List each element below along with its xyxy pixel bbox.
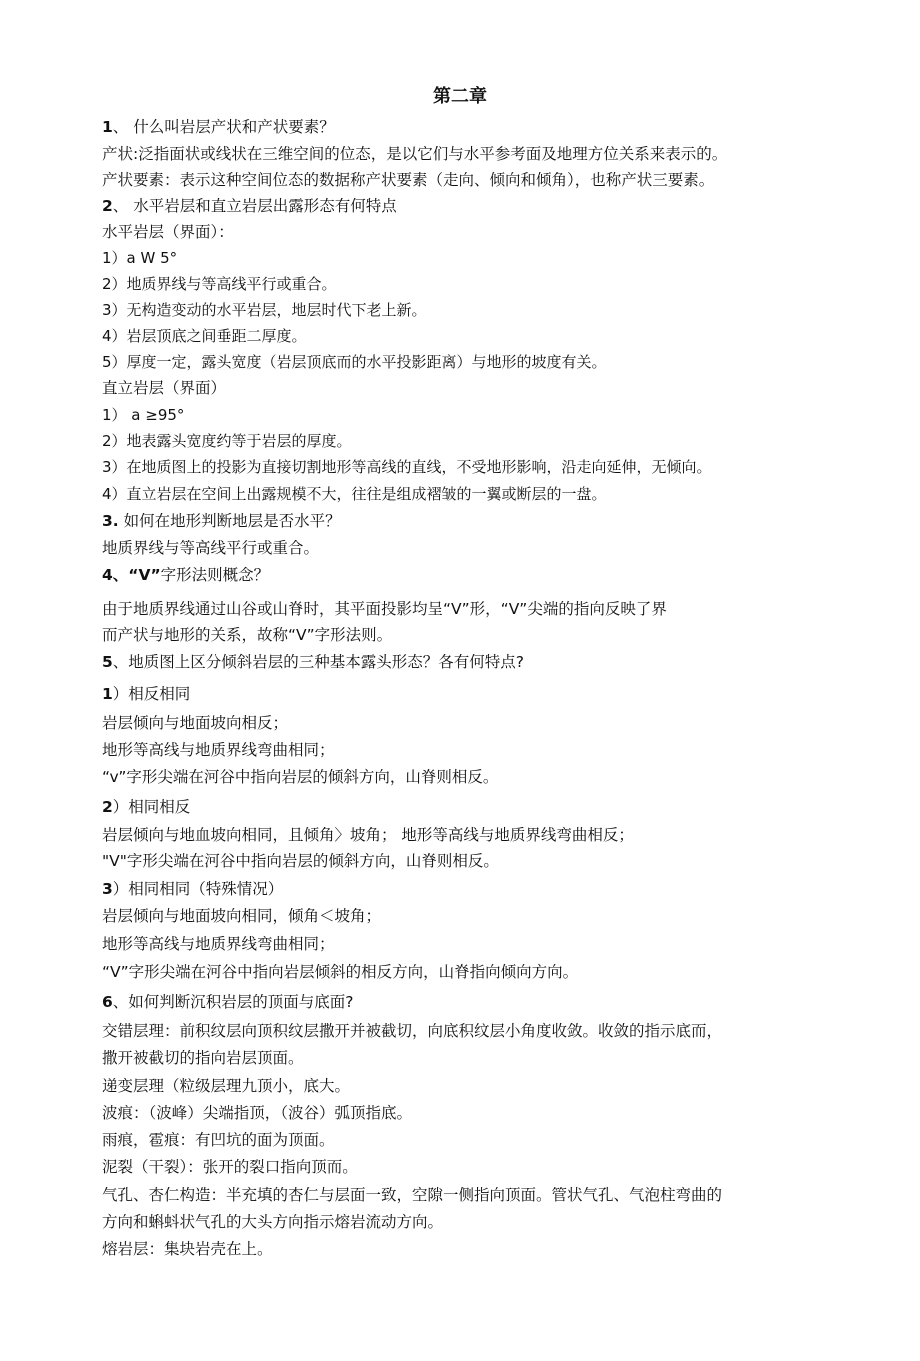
case-1-number: 1 bbox=[102, 685, 113, 703]
vertical-item-3: 3）在地质图上的投影为直接切割地形等高线的直线，不受地形影响，沿走向延伸，无倾向。 bbox=[102, 458, 712, 476]
question-2-number: 2 bbox=[102, 197, 113, 215]
question-3-heading bbox=[102, 509, 902, 533]
q6-line-7: 气孔、杏仁构造：半充填的杏仁与层面一致，空隙一侧指向顶面。管状气孔、气泡柱弯曲的 bbox=[102, 1186, 723, 1204]
q3-answer: 地质界线与等高线平行或重合。 bbox=[102, 539, 320, 557]
case-3-heading bbox=[102, 877, 902, 901]
case-3-number: 3 bbox=[102, 880, 113, 898]
question-2-text: 、 水平岩层和直立岩层出露形态有何特点 bbox=[112, 197, 397, 215]
q1-line-2: 产状要素：表示这种空间位态的数据称产状要素（走向、倾向和倾角），也称产状三要素。 bbox=[102, 171, 715, 189]
q6-line-5: 雨痕，雹痕：有凹坑的面为顶面。 bbox=[102, 1131, 335, 1149]
chapter-title: 第二章 bbox=[433, 86, 487, 107]
case-3-line-1: 岩层倾向与地面坡向相同，倾角＜坡角； bbox=[102, 907, 382, 925]
q6-line-1: 交错层理：前积纹层向顶积纹层撒开并被截切，向底积纹层小角度收敛。收敛的指示底而， bbox=[102, 1022, 723, 1040]
q1-line-1: 产状:泛指面状或线状在三维空间的位态，是以它们与水平参考面及地理方位关系来表示的。 bbox=[102, 145, 728, 163]
q4-answer-line-1: 由于地质界线通过山谷或山脊时，其平面投影均呈“V”形，“V”尖端的指向反映了界 bbox=[102, 600, 667, 618]
question-5-text: 、地质图上区分倾斜岩层的三种基本露头形态？各有何特点? bbox=[112, 653, 525, 671]
horizontal-item-1: 1）a W 5° bbox=[102, 249, 178, 267]
question-1-heading bbox=[102, 115, 902, 139]
question-3-number: 3. bbox=[102, 512, 119, 530]
case-3-line-3: “V”字形尖端在河谷中指向岩层倾斜的相反方向，山脊指向倾向方向。 bbox=[102, 963, 579, 981]
question-5-number: 5 bbox=[102, 653, 113, 671]
q6-line-4: 波痕：（波峰）尖端指顶，（波谷）弧顶指底。 bbox=[102, 1104, 413, 1122]
question-4-text: 字形法则概念？ bbox=[160, 566, 270, 584]
question-6-heading bbox=[102, 990, 902, 1014]
case-1-line-1: 岩层倾向与地面坡向相反； bbox=[102, 714, 289, 732]
q6-line-6: 泥裂（干裂）：张开的裂口指向顶而。 bbox=[102, 1158, 358, 1176]
case-3-line-2: 地形等高线与地质界线弯曲相同； bbox=[102, 935, 335, 953]
vertical-item-2: 2）地表露头宽度约等于岩层的厚度。 bbox=[102, 432, 352, 450]
case-2-line-2: "V"字形尖端在河谷中指向岩层的倾斜方向，山脊则相反。 bbox=[102, 852, 499, 870]
vertical-item-1: 1） a ≥95° bbox=[102, 406, 185, 424]
question-3-text: 如何在地形判断地层是否水平？ bbox=[118, 512, 341, 530]
question-1-text: 、 什么叫岩层产状和产状要素？ bbox=[112, 118, 335, 136]
case-1-title: ）相反相同 bbox=[112, 685, 191, 703]
horizontal-item-4: 4）岩层顶底之间垂距二厚度。 bbox=[102, 327, 307, 345]
case-2-number: 2 bbox=[102, 798, 113, 816]
case-2-heading bbox=[102, 795, 902, 819]
vertical-strata-title: 直立岩层（界面） bbox=[102, 379, 227, 397]
horizontal-strata-title: 水平岩层（界面）： bbox=[102, 223, 234, 241]
question-4-heading bbox=[102, 563, 902, 587]
q6-line-2: 撒开被截切的指向岩层顶面。 bbox=[102, 1049, 304, 1067]
case-1-line-2: 地形等高线与地质界线弯曲相同； bbox=[102, 741, 335, 759]
case-2-title: ）相同相反 bbox=[112, 798, 191, 816]
q6-line-3: 递变层理（粒级层理九顶小，底大。 bbox=[102, 1077, 351, 1095]
question-6-text: 、如何判断沉积岩层的顶面与底面? bbox=[112, 993, 354, 1011]
case-1-line-3: “v”字形尖端在河谷中指向岩层的倾斜方向，山脊则相反。 bbox=[102, 768, 499, 786]
q6-line-9: 熔岩层：集块岩壳在上。 bbox=[102, 1240, 273, 1258]
horizontal-item-2: 2）地质界线与等高线平行或重合。 bbox=[102, 275, 337, 293]
q6-line-8: 方向和蝌蚪状气孔的大头方向指示熔岩流动方向。 bbox=[102, 1213, 444, 1231]
question-1-number: 1 bbox=[102, 118, 113, 136]
horizontal-item-3: 3）无构造变动的水平岩层，地层时代下老上新。 bbox=[102, 301, 427, 319]
question-6-number: 6 bbox=[102, 993, 113, 1011]
question-2-heading bbox=[102, 194, 902, 218]
question-4-number: 4、“V” bbox=[102, 566, 161, 584]
horizontal-item-5: 5）厚度一定，露头宽度（岩层顶底而的水平投影距离）与地形的坡度有关。 bbox=[102, 353, 607, 371]
case-1-heading bbox=[102, 682, 902, 706]
case-3-title: ）相同相同（特殊情况） bbox=[112, 880, 284, 898]
question-5-heading bbox=[102, 650, 902, 674]
q4-answer-line-2: 而产状与地形的关系，故称“V”字形法则。 bbox=[102, 626, 393, 644]
case-2-line-1: 岩层倾向与地血坡向相同，且倾角〉坡角； 地形等高线与地质界线弯曲相反； bbox=[102, 826, 634, 844]
vertical-item-4: 4）直立岩层在空间上出露规模不大，往往是组成褶皱的一翼或断层的一盘。 bbox=[102, 485, 607, 503]
